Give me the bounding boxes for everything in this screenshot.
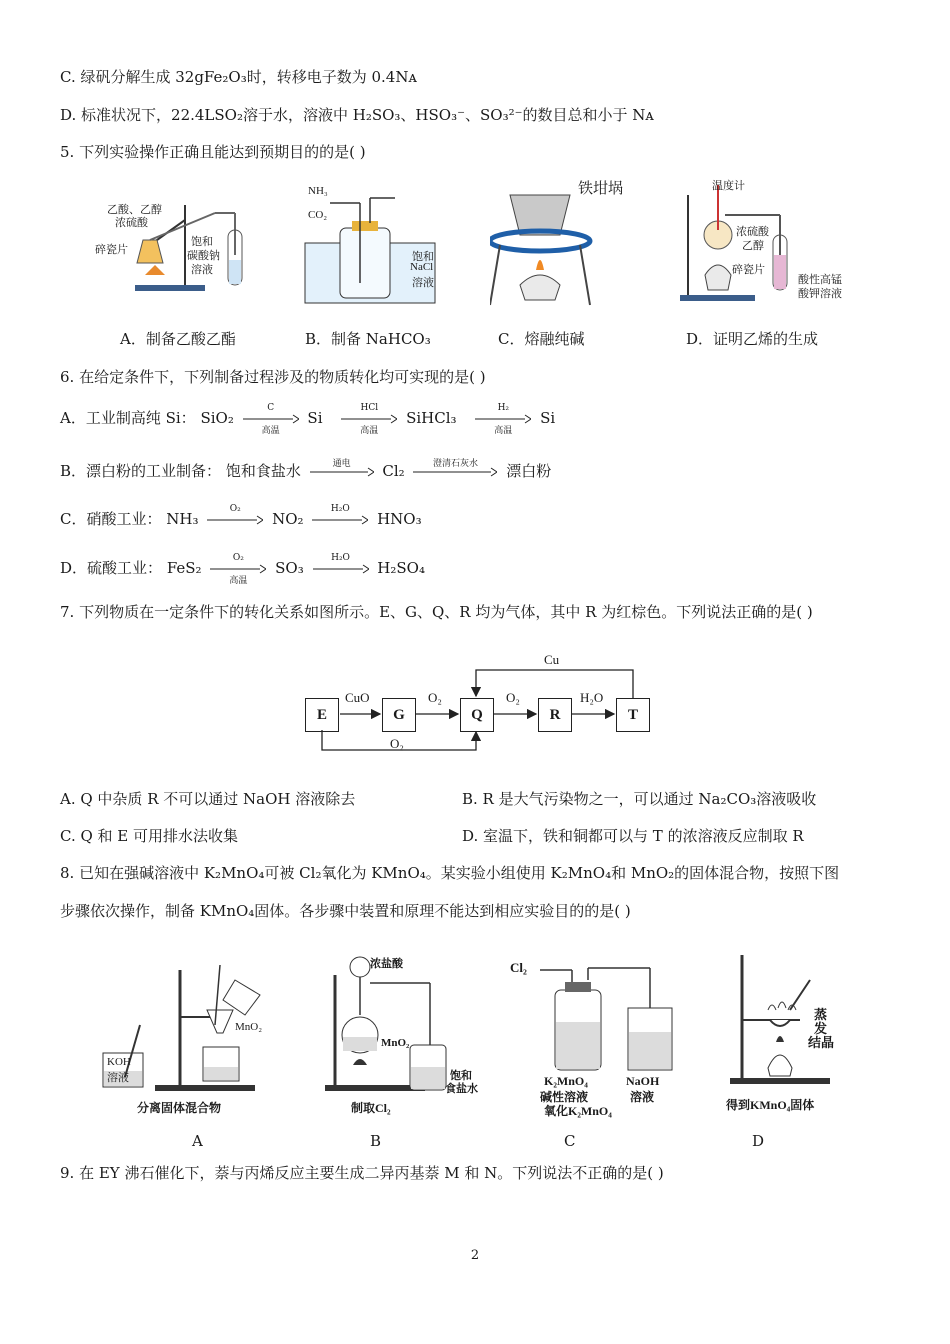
q5-figure-b	[300, 183, 440, 313]
q5b-label-co2: CO₂	[308, 209, 328, 221]
edge-rt-label: H₂O	[580, 690, 604, 705]
q5d-label-1: 温度计	[712, 180, 745, 192]
q6-option-a: A．工业制高纯 Si： SiO₂ C 高温 Si HCl 高温 SiHCl₃ H₂ 高温 Si	[60, 403, 556, 436]
page-number: 2	[470, 1248, 480, 1263]
q7-option-a: A. Q 中杂质 R 不可以通过 NaOH 溶液除去	[60, 790, 356, 808]
q8-figure-c	[510, 960, 685, 1118]
q5a-label-3: 碎瓷片	[95, 244, 128, 256]
q5-stem: 5. 下列实验操作正确且能达到预期目的的是( )	[60, 143, 366, 161]
node-g: G	[382, 698, 416, 732]
q8d-title: 得到KMnO₄固体	[726, 1098, 815, 1112]
q8c-label-solution: 溶液	[630, 1090, 655, 1104]
q5c-label-crucible: 铁坩埚	[578, 181, 624, 197]
q8c-letter: C	[564, 1132, 576, 1150]
q5d-label-3: 乙醇	[742, 240, 764, 252]
q5c-caption: C．熔融纯碱	[498, 330, 585, 348]
q5a-label-4: 饱和	[191, 236, 213, 248]
node-r: R	[538, 698, 572, 732]
q5b-label-5: 溶液	[412, 277, 434, 289]
q5-figure-d	[680, 175, 860, 315]
q4-option-d: D. 标准状况下，22.4LSO₂溶于水，溶液中 H₂SO₃、HSO₃⁻、SO₃²⁻的数目总和小于 Nᴀ	[60, 106, 654, 124]
q7-option-d: D. 室温下，铁和铜都可以与 T 的浓溶液反应制取 R	[462, 827, 804, 845]
q6-option-b: B．漂白粉的工业制备： 饱和食盐水 通电 Cl₂ 澄清石灰水 漂白粉	[60, 459, 552, 480]
q8c-label-k2mno4: K₂MnO₄	[544, 1074, 588, 1088]
q8b-label-3: 饱和	[450, 1070, 472, 1082]
q5-figure-c	[490, 175, 640, 315]
q8d-label-2: 发	[814, 1021, 828, 1036]
edge-gq-label: O₂	[428, 690, 442, 705]
q8c-label-cl2: Cl₂	[510, 960, 527, 975]
edge-tq-label: Cu	[544, 652, 560, 667]
q8-figure-b	[315, 945, 485, 1115]
q8a-title: 分离固体混合物	[137, 1101, 222, 1115]
edge-qr-label: O₂	[506, 690, 520, 705]
q5b-caption: B．制备 NaHCO₃	[305, 330, 431, 348]
q8b-label-mno2: MnO₂	[381, 1037, 410, 1049]
q6-stem: 6. 在给定条件下，下列制备过程涉及的物质转化均可实现的是( )	[60, 368, 486, 386]
q4-option-c: C. 绿矾分解生成 32gFe₂O₃时，转移电子数为 0.4Nᴀ	[60, 68, 417, 86]
q5d-label-5: 酸性高锰	[798, 274, 842, 286]
filtration-apparatus-icon	[95, 955, 265, 1115]
gas-washing-bottles-icon	[510, 960, 685, 1115]
q8d-label-1: 蒸	[814, 1007, 828, 1022]
q5-figure-a	[95, 185, 255, 315]
q8c-title: 氧化K₂MnO₄	[544, 1104, 612, 1118]
q8d-label-3: 结晶	[808, 1035, 835, 1050]
q8b-title: 制取Cl₂	[351, 1101, 391, 1115]
q5b-label-4: NaCl	[410, 261, 434, 273]
q5b-label-3: 饱和	[412, 251, 434, 263]
q8-stem-1: 8. 已知在强碱溶液中 K₂MnO₄可被 Cl₂氧化为 KMnO₄。某实验小组使用 K₂MnO₄和 MnO₂的固体混合物，按照下图	[60, 864, 840, 882]
q5d-label-4: 碎瓷片	[732, 264, 765, 276]
q5d-caption: D．证明乙烯的生成	[686, 330, 819, 348]
q8-figure-a	[95, 955, 265, 1115]
q8-figure-d	[720, 950, 860, 1115]
q7-option-b: B. R 是大气污染物之一，可以通过 Na₂CO₃溶液吸收	[462, 790, 817, 808]
q8c-label-naoh: NaOH	[626, 1074, 660, 1088]
q5d-label-2: 浓硫酸	[736, 226, 769, 238]
q9-stem: 9. 在 EY 沸石催化下，萘与丙烯反应主要生成二异丙基萘 M 和 N。下列说法不正确的是( )	[60, 1164, 664, 1182]
q8a-label-koh: KOH	[107, 1056, 131, 1068]
node-q: Q	[460, 698, 494, 732]
q8a-label-mno2: MnO₂	[235, 1021, 263, 1033]
q6-option-c: C．硝酸工业： NH₃ O₂ NO₂ H₂O HNO₃	[60, 504, 422, 528]
q5b-label-nh3: NH₃	[308, 185, 328, 197]
q7-option-c: C. Q 和 E 可用排水法收集	[60, 827, 239, 845]
q5d-label-6: 酸钾溶液	[798, 288, 842, 300]
edge-eg-label: CuO	[345, 690, 370, 705]
q8-stem-2: 步骤依次操作，制备 KMnO₄固体。各步骤中装置和原理不能达到相应实验目的的是( )	[60, 902, 631, 920]
edge-eq-label: O₂	[390, 736, 404, 751]
q5a-label-1: 乙酸、乙醇	[107, 204, 162, 216]
q5a-caption: A．制备乙酸乙酯	[120, 330, 236, 348]
evaporation-dish-icon	[720, 950, 860, 1115]
q8a-label-solution: 溶液	[107, 1072, 129, 1084]
node-e: E	[305, 698, 339, 732]
q5a-label-6: 溶液	[191, 264, 213, 276]
q8c-label-alkaline: 碱性溶液	[540, 1090, 589, 1104]
q8d-letter: D	[752, 1132, 765, 1150]
q8b-letter: B	[370, 1132, 382, 1150]
q8b-label-hcl: 浓盐酸	[370, 958, 403, 970]
q8b-label-4: 食盐水	[445, 1083, 478, 1095]
node-t: T	[616, 698, 650, 732]
q5a-label-2: 浓硫酸	[115, 217, 148, 229]
q7-stem: 7. 下列物质在一定条件下的转化关系如图所示。E、G、Q、R 均为气体，其中 R 为红棕色。下列说法正确的是( )	[60, 603, 813, 621]
q8a-letter: A	[192, 1132, 203, 1150]
q7-diagram	[300, 650, 660, 760]
q5a-label-5: 碳酸钠	[187, 250, 220, 262]
q6-option-d: D．硫酸工业： FeS₂ O₂ 高温 SO₃ H₂O H₂SO₄	[60, 553, 425, 586]
